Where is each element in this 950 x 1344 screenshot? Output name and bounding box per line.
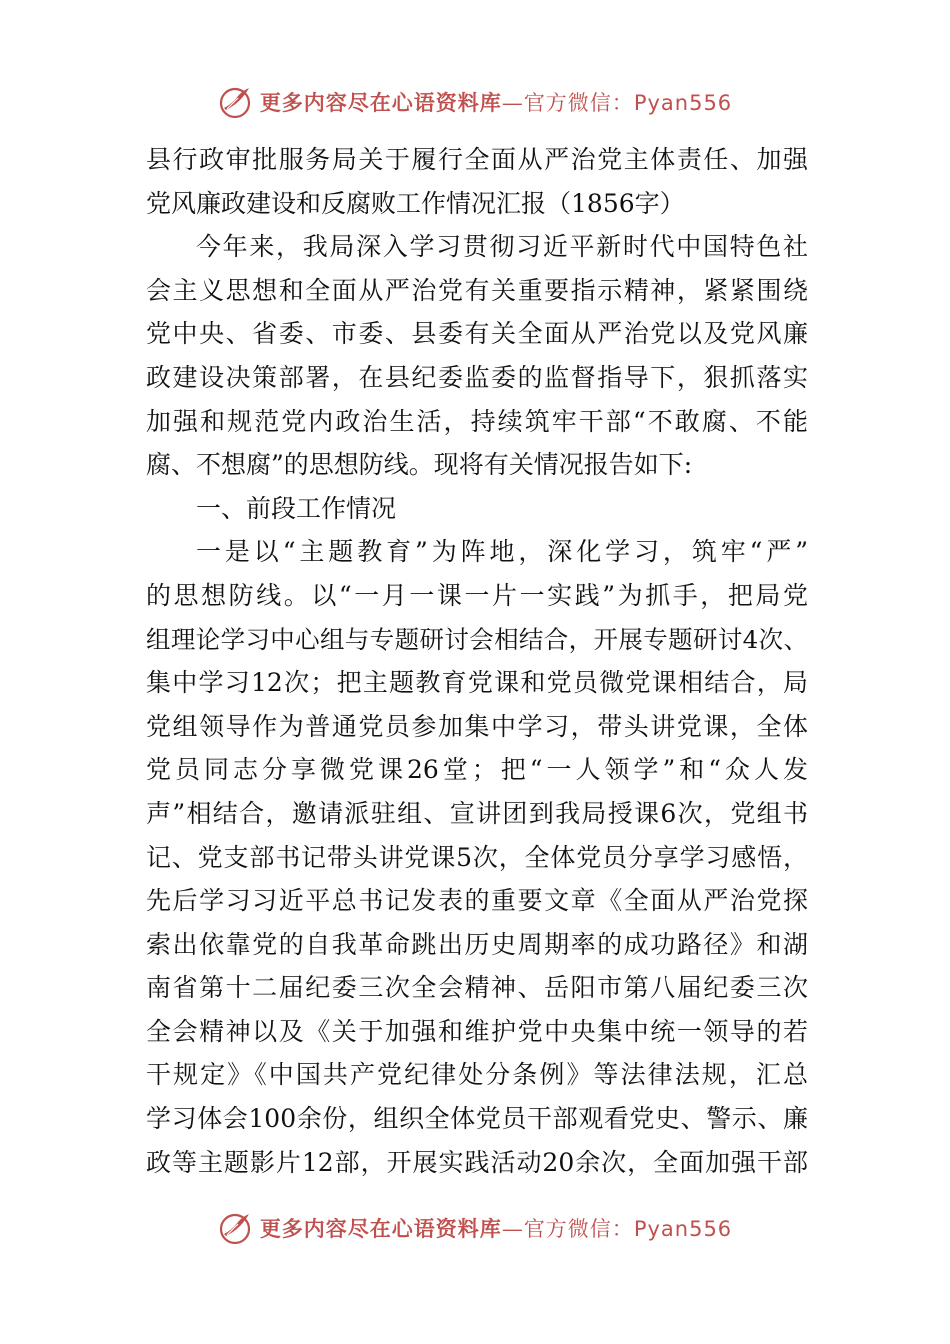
title-line-1: 县行政审批服务局关于履行全面从严治党主体责任、加强 [146,145,808,174]
header-watermark [0,82,950,122]
quill-logo-icon [218,1210,254,1246]
paragraph-line: 今年来，我局深入学习贯彻习近平新时代中国特色社 [196,232,808,262]
paragraph-line: 先后学习习近平总书记发表的重要文章《全面从严治党探 [146,886,808,916]
paragraph-line: 加强和规范党内政治生活，持续筑牢干部“不敢腐、不能 [146,406,808,436]
section-heading: 一、前段工作情况 [196,493,397,523]
paragraph-line: 一是以“主题教育”为阵地，深化学习，筑牢“严” [196,537,808,567]
paragraph-line: 政建设决策部署，在县纪委监委的监督指导下，狠抓落实 [146,362,808,392]
quill-logo-icon [218,84,254,120]
footer-watermark [0,1208,950,1248]
paragraph-line: 党组领导作为普通党员参加集中学习，带头讲党课，全体 [146,711,808,741]
paragraph-line: 党中央、省委、市委、县委有关全面从严治党以及党风廉 [146,319,808,349]
watermark-text: 更多内容尽在心语资料库—官方微信：Pyan556 [259,1216,733,1241]
paragraph-line: 全会精神以及《关于加强和维护党中央集中统一领导的若 [146,1016,808,1046]
document-body [146,138,808,1184]
paragraph-line: 政等主题影片12部，开展实践活动20余次，全面加强干部 [146,1147,808,1177]
paragraph-line: 声”相结合，邀请派驻组、宣讲团到我局授课6次，党组书 [146,798,808,828]
paragraph-line: 索出依靠党的自我革命跳出历史周期率的成功路径》和湖 [146,929,808,959]
paragraph-line: 的思想防线。以“一月一课一片一实践”为抓手，把局党 [146,580,808,610]
paragraph-line: 党员同志分享微党课26堂；把“一人领学”和“众人发 [146,755,808,785]
paragraph-line: 腐、不想腐”的思想防线。现将有关情况报告如下: [146,450,693,480]
paragraph-line: 集中学习12次；把主题教育党课和党员微党课相结合，局 [146,668,808,698]
paragraph-line: 学习体会100余份，组织全体党员干部观看党史、警示、廉 [146,1104,808,1134]
paragraph-line: 南省第十二届纪委三次全会精神、岳阳市第八届纪委三次 [146,973,808,1003]
paragraph-line: 会主义思想和全面从严治党有关重要指示精神，紧紧围绕 [146,275,808,305]
watermark-text: 更多内容尽在心语资料库—官方微信：Pyan556 [259,90,733,115]
paragraph-line: 组理论学习中心组与专题研讨会相结合，开展专题研讨4次、 [146,624,808,654]
paragraph-line: 记、党支部书记带头讲党课5次，全体党员分享学习感悟， [146,842,808,872]
paragraph-line: 干规定》《中国共产党纪律处分条例》等法律法规，汇总 [146,1060,808,1090]
title-line-2: 党风廉政建设和反腐败工作情况汇报（1856字） [146,188,685,218]
